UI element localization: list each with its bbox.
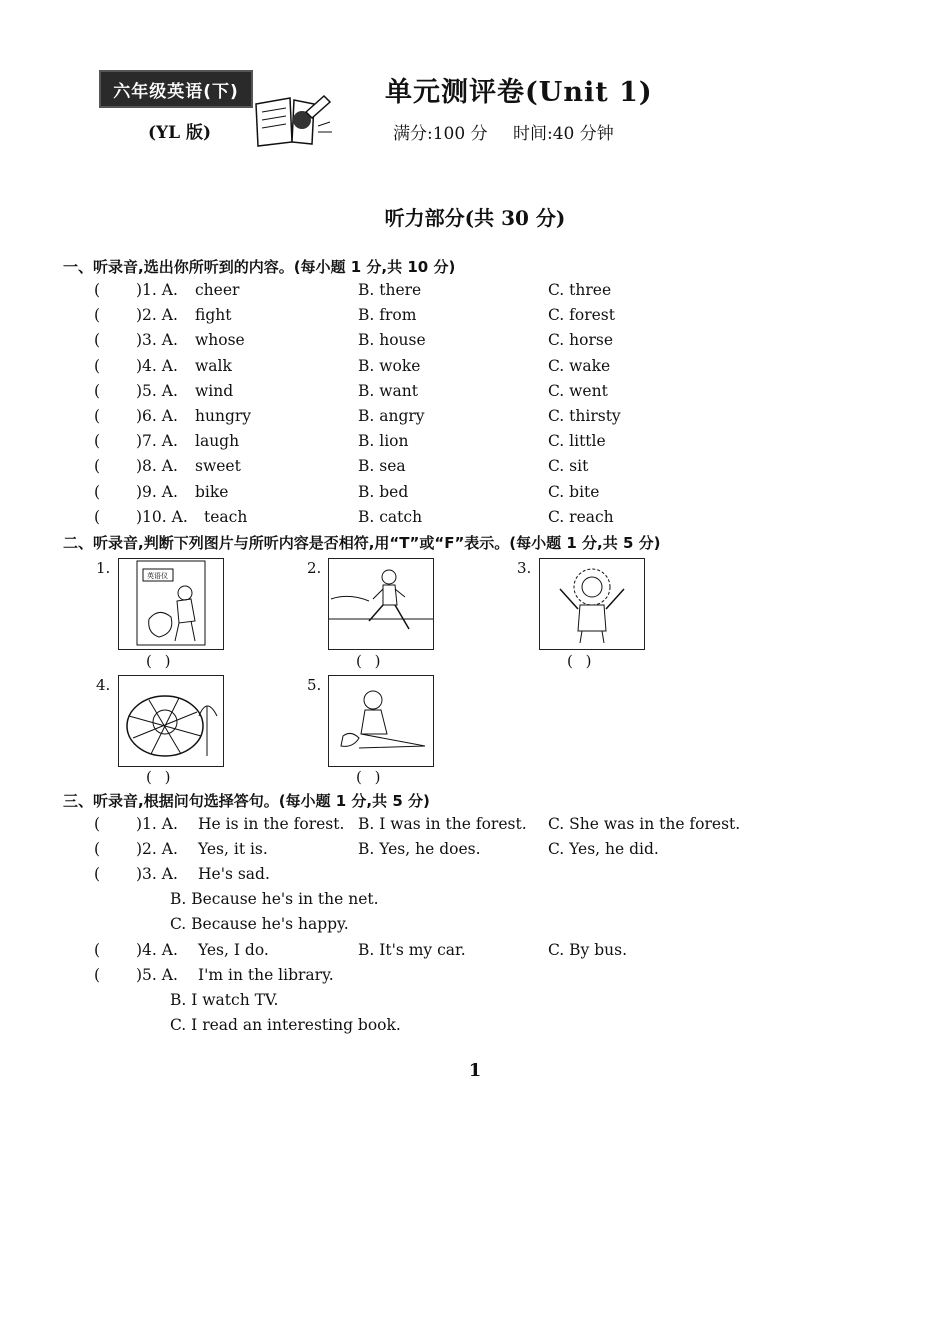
picture-2: [328, 558, 434, 650]
option-a: He's sad.: [198, 865, 270, 883]
answer-paren[interactable]: (: [94, 865, 101, 883]
question-row: [94, 432, 854, 456]
picture-number: 2.: [307, 559, 322, 577]
question-number: )3. A.: [136, 865, 178, 883]
question-number: )9. A.: [136, 482, 178, 501]
question-number: )6. A.: [136, 407, 178, 425]
part-title: 听力部分(共 30 分): [384, 206, 566, 230]
option-b: B. from: [358, 306, 417, 325]
option-a: laugh: [195, 432, 240, 451]
option-c: C. Because he's happy.: [170, 915, 349, 933]
picture-3: [539, 558, 645, 650]
option-b: B. want: [358, 381, 418, 400]
question-row: [94, 306, 854, 330]
option-c: C. little: [548, 432, 606, 451]
option-b: B. sea: [358, 457, 406, 476]
question-number: )2. A.: [136, 840, 178, 858]
option-c: C. I read an interesting book.: [170, 1016, 401, 1034]
option-c: C. sit: [548, 457, 589, 476]
reading-book-icon: [252, 92, 336, 152]
option-c: C. forest: [548, 306, 615, 325]
question-row: [94, 941, 854, 965]
question-row: [94, 865, 854, 889]
picture-1: [118, 558, 224, 650]
question-number: )4. A.: [136, 941, 178, 959]
answer-paren[interactable]: (: [94, 966, 101, 984]
question-row: [94, 815, 854, 839]
picture-number: 4.: [96, 676, 111, 694]
page-number: 1: [468, 1060, 482, 1081]
option-b: B. angry: [358, 407, 425, 425]
answer-paren[interactable]: (: [94, 407, 101, 425]
answer-paren[interactable]: (: [94, 815, 101, 833]
question-number: )4. A.: [136, 356, 178, 375]
answer-blank-2[interactable]: ( ): [356, 652, 385, 670]
option-a: I'm in the library.: [198, 966, 334, 984]
question-row: [94, 281, 854, 305]
option-c: C. went: [548, 381, 608, 400]
option-b: B. Because he's in the net.: [170, 890, 379, 908]
option-b: B. bed: [358, 482, 409, 501]
question-number: )3. A.: [136, 331, 178, 350]
question-row: [94, 382, 854, 406]
answer-paren[interactable]: (: [94, 941, 101, 959]
score-label: 满分:100 分: [393, 124, 488, 144]
question-number: )1. A.: [136, 281, 178, 299]
picture-4: [118, 675, 224, 767]
answer-paren[interactable]: (: [94, 356, 101, 375]
answer-paren[interactable]: (: [94, 507, 101, 526]
time-label: 时间:40 分钟: [513, 124, 614, 144]
question-row: [94, 357, 854, 381]
section3-heading: 三、听录音,根据问句选择答句。(每小题 1 分,共 5 分): [63, 792, 430, 810]
option-c: C. wake: [548, 356, 611, 375]
question-number: )5. A.: [136, 966, 178, 984]
answer-blank-4[interactable]: ( ): [146, 768, 175, 786]
question-number: )7. A.: [136, 432, 178, 451]
question-row: [94, 457, 854, 481]
answer-paren[interactable]: (: [94, 840, 101, 858]
answer-paren[interactable]: (: [94, 457, 101, 476]
answer-paren[interactable]: (: [94, 432, 101, 451]
question-row: [94, 840, 854, 864]
question-number: )10. A.: [136, 507, 188, 526]
option-b: B. I watch TV.: [170, 991, 279, 1009]
question-number: )5. A.: [136, 381, 178, 400]
answer-blank-3[interactable]: ( ): [567, 652, 596, 670]
option-c: C. By bus.: [548, 941, 628, 959]
option-b: B. woke: [358, 356, 421, 375]
option-a: wind: [195, 381, 234, 400]
option-a: whose: [195, 331, 245, 350]
option-a: Yes, it is.: [198, 840, 268, 858]
grade-badge: 六年级英语(下): [99, 70, 253, 108]
option-b: B. there: [358, 281, 422, 299]
option-c: C. three: [548, 281, 612, 299]
question-number: )1. A.: [136, 815, 178, 833]
picture-number: 5.: [307, 676, 322, 694]
option-b: B. It's my car.: [358, 941, 466, 959]
option-c: C. reach: [548, 507, 614, 526]
option-b: B. lion: [358, 432, 409, 451]
option-b: B. house: [358, 331, 426, 350]
option-b: B. I was in the forest.: [358, 815, 527, 833]
option-c: C. Yes, he did.: [548, 840, 659, 858]
question-row: [94, 483, 854, 507]
picture-number: 1.: [96, 559, 111, 577]
option-a: Yes, I do.: [198, 941, 269, 959]
option-a: walk: [195, 356, 232, 375]
question-number: )2. A.: [136, 306, 178, 325]
answer-paren[interactable]: (: [94, 482, 101, 501]
question-row: [94, 966, 854, 990]
option-a: fight: [195, 306, 232, 325]
answer-paren[interactable]: (: [94, 281, 101, 299]
question-row: [94, 508, 854, 532]
section2-heading: 二、听录音,判断下列图片与所听内容是否相符,用“T”或“F”表示。(每小题 1 分,共 5 分): [63, 534, 661, 552]
answer-blank-1[interactable]: ( ): [146, 652, 175, 670]
answer-blank-5[interactable]: ( ): [356, 768, 385, 786]
option-a: sweet: [195, 457, 241, 476]
exam-meta: [393, 119, 634, 144]
option-c: C. thirsty: [548, 407, 621, 425]
picture-1-sign: 英语仪: [147, 572, 168, 580]
answer-paren[interactable]: (: [94, 306, 101, 325]
option-c: C. She was in the forest.: [548, 815, 741, 833]
answer-paren[interactable]: (: [94, 331, 101, 350]
section1-heading: 一、听录音,选出你所听到的内容。(每小题 1 分,共 10 分): [63, 258, 456, 276]
picture-number: 3.: [517, 559, 532, 577]
option-a: He is in the forest.: [198, 815, 345, 833]
option-c: C. horse: [548, 331, 614, 350]
picture-5: [328, 675, 434, 767]
option-b: B. Yes, he does.: [358, 840, 481, 858]
option-a: hungry: [195, 407, 252, 425]
option-a: teach: [204, 507, 248, 526]
question-row: [94, 331, 854, 355]
option-a: bike: [195, 482, 229, 501]
page-title: 单元测评卷(Unit 1): [385, 77, 653, 108]
question-number: )8. A.: [136, 457, 178, 476]
option-b: B. catch: [358, 507, 423, 526]
question-row: [94, 407, 854, 431]
option-a: cheer: [195, 281, 240, 299]
edition-label: (YL 版): [148, 123, 212, 143]
answer-paren[interactable]: (: [94, 381, 101, 400]
option-c: C. bite: [548, 482, 600, 501]
